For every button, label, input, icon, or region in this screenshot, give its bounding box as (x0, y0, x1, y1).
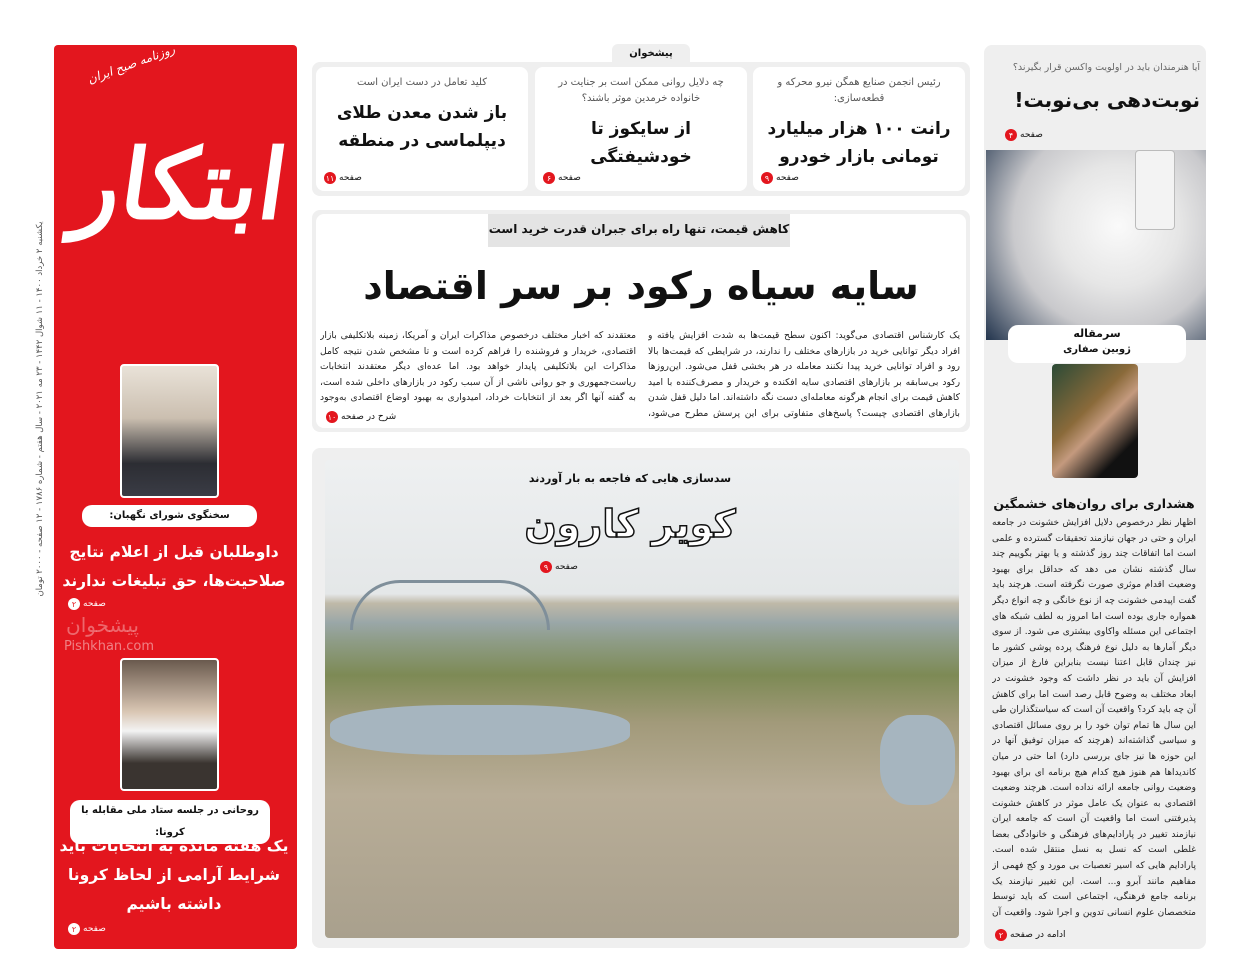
editorial-author: ژوبین صفاری (1063, 344, 1131, 355)
teasers-tab: پیشخوان (612, 44, 690, 66)
vaccine-vial (1135, 150, 1175, 230)
right-top-headline[interactable]: نوبت‌دهی بی‌نوبت! (1014, 88, 1200, 112)
story2-page[interactable] (68, 922, 106, 936)
lead-col2: معتقدند که اخبار مختلف درخصوص مذاکرات ایران و آمریکا، زمینه بلاتکلیفی بازار اقتصادی، خریدار و فروشنده را فراهم کرده است و تا مشخص شدن نتیجه کامل مذاکرات این بلاتکلیفی پایدار خواهد بود. اما عده‌ای دیگر معتقدند انتخابات ریاست‌جمهوری و جو روانی ناشی از آن سبب رکود در بازارهای داخلی شده است، به گفته آنها اگر بعد از انتخابات خرداد، امیدواری به بهبود اوضاع اقتصادی به‌وجود (320, 330, 636, 403)
page-number-badge: ۲ (68, 923, 80, 935)
bridge (350, 580, 550, 630)
teaser-headline: باز شدن معدن طلای دیپلماسی در منطقه (336, 103, 508, 151)
watermark (66, 612, 139, 638)
page-number-badge: ۴ (1005, 129, 1017, 141)
editorial-more[interactable] (995, 928, 1066, 942)
page-label: صفحه (555, 562, 578, 572)
page-label: صفحه (83, 924, 106, 934)
lead-more[interactable] (326, 410, 396, 424)
teaser-kicker: کلید تعامل در دست ایران است (357, 77, 487, 88)
page-label: صفحه (83, 599, 106, 609)
page-label: صفحه (558, 173, 581, 183)
page-number-badge: ۹ (540, 561, 552, 573)
teaser-card[interactable] (753, 67, 965, 191)
photo-headline: کویر کارون (524, 502, 736, 546)
right-top-kicker: آیا هنرمندان باید در اولویت واکسن قرار بگیرند؟ (1012, 62, 1200, 73)
page-label: صفحه (776, 173, 799, 183)
page-label: ادامه در صفحه (1010, 930, 1066, 940)
teaser-card[interactable] (316, 67, 528, 191)
story1-caption: سخنگوی شورای نگهبان: (82, 505, 257, 527)
photo-kicker: سدسازی هایی که فاجعه به بار آوردند (528, 472, 732, 485)
page-number-badge: ۲ (995, 929, 1007, 941)
teaser-kicker: چه دلایل روانی ممکن است بر جنایت در خانواده خرمدین موثر باشند؟ (558, 77, 724, 104)
tagline: روزنامه صبح ایران (85, 41, 177, 87)
author-photo (1052, 364, 1138, 478)
teaser-page (543, 171, 581, 185)
river-water (330, 705, 630, 755)
page-number-badge: ۱۱ (325, 173, 335, 183)
lead-headline: سایه سیاه رکود بر سر اقتصاد (363, 264, 919, 308)
editorial-label: سرمقاله (1073, 327, 1121, 340)
teaser-kicker: رئیس انجمن صنایع همگن نیرو محرکه و قطعه‌سازی: (777, 77, 941, 104)
page-number-badge: ۶ (543, 172, 555, 184)
dateline: یکشنبه ۲ خرداد ۱۴۰۰ - ۱۱ شوال ۱۴۴۲ - ۲۳ مه ۲۰۲۱ - سال هفتم - شماره ۱۷۸۶ - ۱۲ صفحه - ۲۰۰۰ تومان (35, 221, 45, 597)
logo: ابتکار (67, 128, 294, 241)
watermark-fa: پیشخوان (66, 613, 139, 637)
teaser-headline: رانت ۱۰۰ هزار میلیارد تومانی بازار خودرو (767, 119, 951, 167)
lead-col1: یک کارشناس اقتصادی می‌گوید: اکنون سطح قیمت‌ها به شدت افزایش یافته و افراد دیگر توانایی خرید در بازارهای مختلف را ندارند، در شرایطی که قیمت‌ها بالا رود و افراد توانایی خرید پیدا نکنند معامله در هر بخشی قفل می‌شود. این‌روزها رکود بی‌سابقه بر بازارهای اقتصادی سایه افکنده و خریدار و مصرف‌کننده با امید کاهش قیمت برای انجام هرگونه معامله‌ای دست نگه داشته‌اند. اما دلیل قفل شدن بازارهای اقتصادی چیست؟ پاسخ‌های متفاوتی برای این پرسش مطرح می‌شود، (648, 330, 960, 419)
photo-spokesman (120, 364, 219, 498)
river-water (880, 715, 955, 805)
editorial-body: اظهار نظر درخصوص دلایل افزایش خشونت در جامعه ایران و حتی در جهان نیازمند تحقیقات گسترده و علمی است اما اتفاقات چند روز گذشته و یا بهتر بگوییم چند سال گذشته نشان می دهد که حداقل برای بهبود وضعیت اقدام موثری صورت نگرفته است. هرچند باید گفت اپیدمی خشونت چه از نوع خانگی و چه انواع دیگر همواره جاری بوده است اما امروز به لطف شبکه های اجتماعی این مسئله واکاوی بیشتری می شود. از سوی دیگر آمارها به دلیل نوع فرهنگ پرده پوشی کشور ما نیز چندان قابل اعتنا نیست بنابراین فارغ از میزان افزایش آن باید در نظر داشت که وجود خشونت در ابعاد مختلف به وضوح قابل رصد است اما برای کاهش آن چه باید کرد؟ واقعیت آن است که سیاستگذاران طی این سال ها تمام توان خود را بر روی مسائل اقتصادی و سیاسی گذاشته‌اند (هرچند که میزان توفیق آنها در این حوزه ها نیز جای بررسی دارد) اما حتی در میان کاندیداها هم هنوز هیچ کدام هیچ برنامه ای برای بهبود وضعیت روانی جامعه ارائه نداده است. هرچند وضعیت اقتصادی به عنوان یک عامل موثر در کاهش خشونت پذیرفتنی است اما واقعیت آن است که جامعه ایران نیازمند تغییر در پارادایم‌های فرهنگی و خانوادگی بعضا غلطی است که نسل به نسل منتقل شده است. پارادایم هایی که اسیر تعصبات بی مورد و کج فهمی از مفاهیم مانند آبرو و... است. این تغییر نیازمند یک برنامه جامع فرهنگی، اجتماعی است که باید توسط متخصصان علوم انسانی تدوین و اجرا شود. واقعیت آن (992, 518, 1196, 918)
story1-headline[interactable]: داوطلبان قبل از اعلام نتایج صلاحیت‌ها، حق تبلیغات ندارند (62, 543, 286, 590)
story2-caption: روحانی در جلسه ستاد ملی مقابله با کرونا: (70, 800, 270, 844)
teaser-page (761, 171, 799, 185)
teaser-headline: از سایکوز تا خودشیفتگی (590, 119, 692, 167)
page-number-badge: ۲ (68, 598, 80, 610)
right-top-page[interactable] (1005, 128, 1043, 142)
page-label: صفحه (339, 173, 362, 183)
lead-kicker: کاهش قیمت، تنها راه برای جبران قدرت خرید است (488, 214, 790, 247)
page-number-badge: ۹ (761, 172, 773, 184)
page-label: صفحه (1020, 130, 1043, 140)
story1-page[interactable] (68, 597, 106, 611)
watermark-en: Pishkhan.com (64, 639, 155, 654)
photo-page[interactable] (540, 560, 578, 574)
photo-rouhani (120, 658, 219, 791)
story2-headline[interactable]: یک هفته مانده به انتخابات باید شرایط آرامی از لحاظ کرونا داشته باشیم (59, 837, 289, 913)
page-label: شرح در صفحه (341, 412, 397, 422)
editorial-headline[interactable]: هشداری برای روان‌های خشمگین (993, 496, 1195, 511)
teaser-card[interactable] (535, 67, 747, 191)
teaser-page (324, 171, 362, 185)
page-number-badge: ۱۰ (327, 412, 337, 422)
